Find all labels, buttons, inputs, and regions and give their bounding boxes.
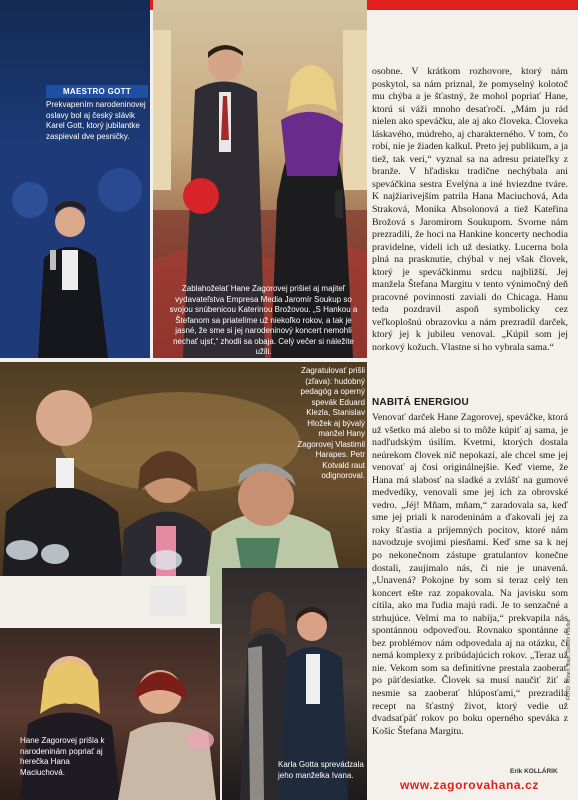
article-paragraph-1: osobne. V krátkom rozhovore, ktorý nám poskytol, sa nám priznal, že pomyselný kolotoč mu chýba a je šťastný, že mohol popriať Hane, ktorú si váži mnoho desaťročí. „Mám ju rád nielen ako speváčku, ale aj ako človeka. Človeka láskavého, múdreho, aj charakterného. V tom, čo robí, nie je žiaden kalkul. Preto jej publikum, a ja tiež, tak verí,“ vyznal sa na adresu priateľky z branže. V hľadisku tradične nechýbala ani speváčkina sestra Evelýna a iné hviezdne tváre. K najžiarivejším patrila Hana Maciuchová, Ada Straková, Monika Absolonová a tiež Kateřina Brožová s Jaromírom Soukupom. Svorne nám prezradili, že hoci na Hankine koncerty nechodia pravidelne, videli ich už desiatky. Lucerna bola plná na prasknutie, chýbal v nej však človek, ktorý je speváčkinmu srdcu najbližší. Jej manžela Štefana Margitu v tento výnimočný deň pracovné povinnosti zaviali do Chicaga. Hanu teda pozdravil aspoň symbolicky cez veľkoplošnú obrazovku a nám prezradil darček, ktorý jej k jubileu venoval. „Kúpil som jej norkový kožuch. Vlastne si ho vybrala sama.“ <box>372 66 568 354</box>
caption-gott: Prekvapením narodeninovej oslavy bol aj český slávik Karel Gott, ktorý jubilantke zaspieval dve pesničky. <box>46 100 146 141</box>
photo-karel-gott <box>0 0 150 358</box>
author-byline: Erik KOLLÁRIK <box>510 768 558 775</box>
caption-ivana: Karla Gotta sprevádzala jeho manželka Ivana. <box>278 760 364 780</box>
caption-maciuchova: Hane Zagorovej prišla k narodeninám popriať aj herečka Hana Maciuchová. <box>20 736 105 777</box>
caption-soukup: Zablahoželať Hane Zagorovej prišiel aj majiteľ vydavateľstva Empresa Media Jaromír Soukup so svojou snúbenicou Katerinou Brožovou. „S Hankou a Štefanom sa priatelíme už niekoľko rokov, a tak je jasné, že sme si jej narodeninový koncert nemohli nechať ujsť,“ zhodli sa obaja. Celý večer si náležite užili. <box>169 284 358 356</box>
photo-credit: FOTO: Robert Stapf, Dalibor Poufka <box>566 619 572 700</box>
gott-tag: MAESTRO GOTT <box>46 85 148 98</box>
article-subheading: NABITÁ ENERGIOU <box>372 397 469 408</box>
caption-group: Zagratulovať prišli (zľava): hudobný pedagóg a operný spevák Eduard Klezla, Stanislav Hložek aj bývalý manžel Hany Zagorovej Vlastimil Harapes. Petr Kotvald raut odignoroval. <box>297 366 365 480</box>
article-paragraph-2: Venovať darček Hane Zagorovej, speváčke, ktorá už všetko má alebo si to môže kúpiť aj sama, je nadľudským úsilím. Kvetmi, ktorých dostala neúrekom človek nič nepokazí, ale chcel sme jej venovať aj čosi originálnejšie. Keď vieme, že Hana má slabosť na sladké a zvlášť na gumové medvedíky, venovali sme jej ich za obrovské vedro. „Jéj! Mňam, mňam,“ zaradovala sa, keď sme jej priali k narodeninám a ďakovali jej za roky šťastia a príjemných pocitov, ktoré nám navodzuje svojimi piesňami. Keď sme sa k nej po nekonečnom zástupe gratulantov konečne dostali, zaujímalo nás, či nie je unavená. „Unavená? Pokojne by som si teraz celý ten koncert ešte raz zopakovala. Na javisku som cítila, ako ma ľudia majú radi. Je to senzačné a strhujúce. Velmi ma to nabíja,“ prekvapila nás spontánnou odpoveďou. Rovnako spontánne a bez problémov nám odpovedala aj na otázku, či nemá komplexy z pribúdajúcich rokov. „Teraz už nie. Vekom som sa definitívne prestala zaoberať po päťdesiatke. Človek sa musí naučiť žiť a nesmie sa zaoberať hlúposťami,“ prezradila recept na šťastný život, ktorý vedie už dvadsaťpäť rokov po boku operného speváka z Košíc Štefana Margitu. <box>372 412 568 737</box>
footer-url: www.zagorovahana.cz <box>400 778 539 792</box>
singer-illustration <box>0 0 150 358</box>
